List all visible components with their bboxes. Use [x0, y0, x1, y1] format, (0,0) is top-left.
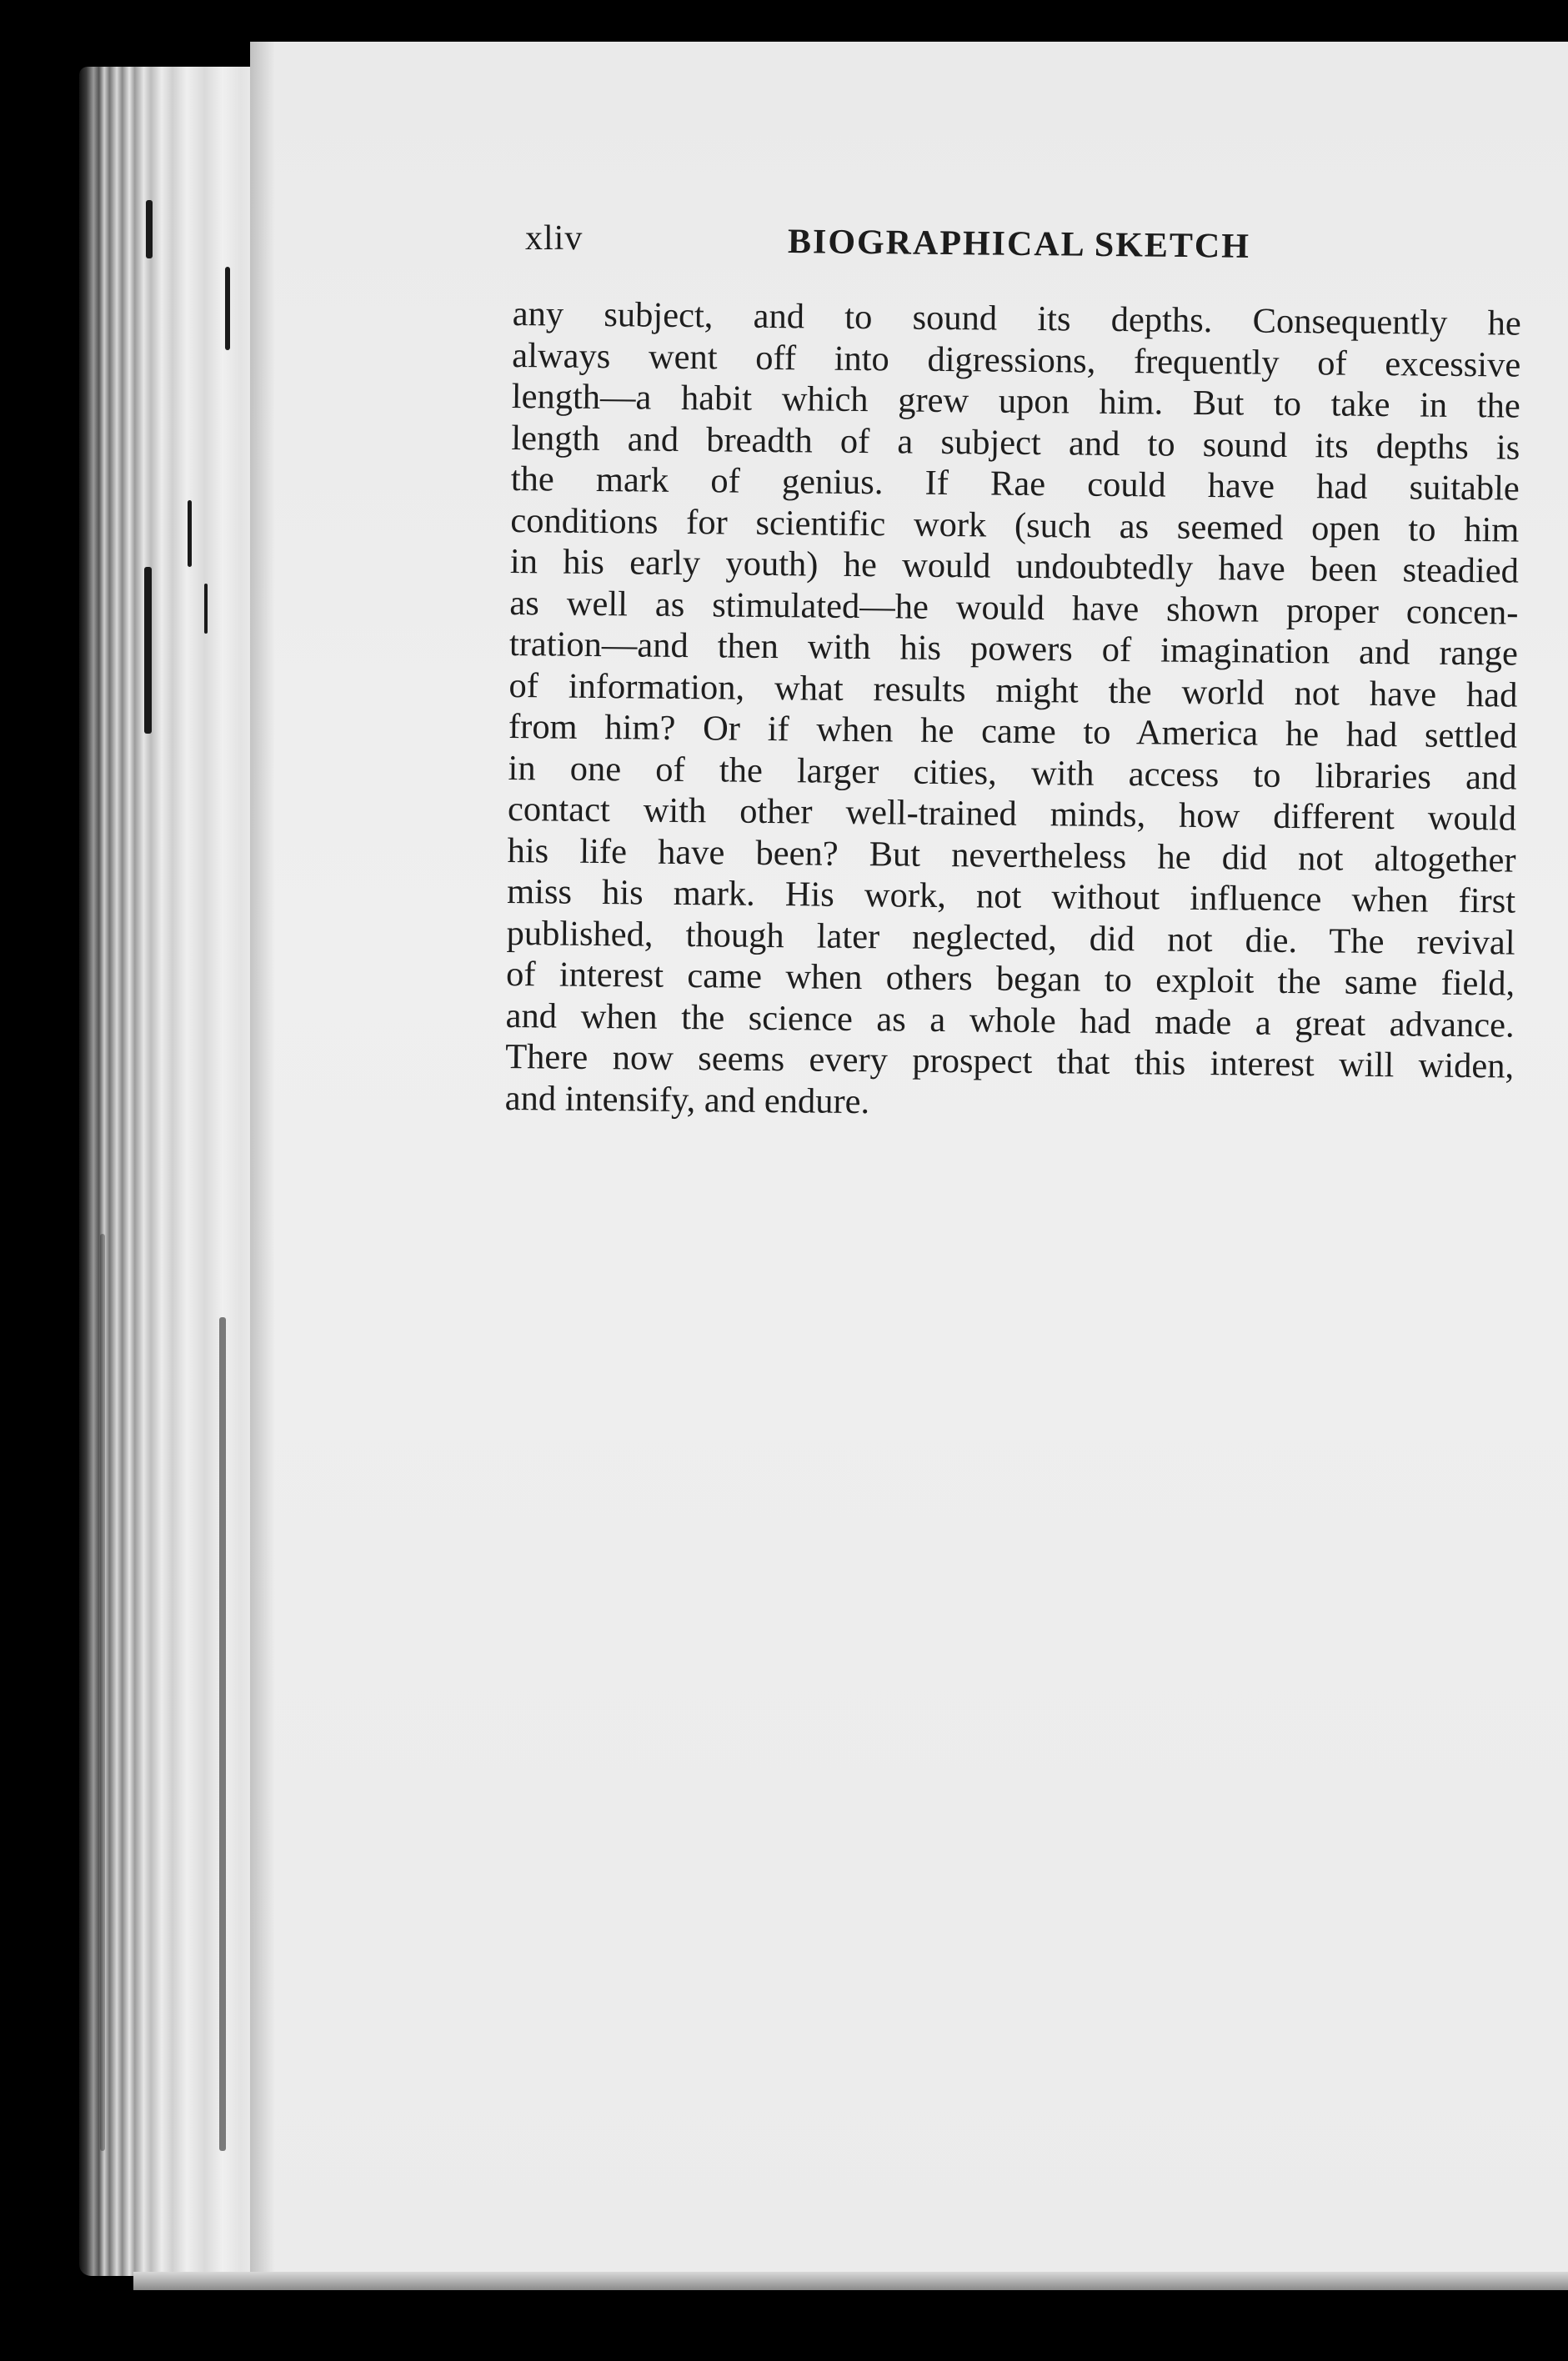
page-gutter-shadow	[250, 42, 275, 2276]
text-line: in his early youth) he would undoubtedly have been steadied	[509, 541, 1520, 591]
page-number: xliv	[525, 219, 584, 258]
edge-mark	[188, 500, 192, 567]
text-line: in one of the larger cities, with access to libraries and	[508, 748, 1517, 798]
book-page-edges	[79, 67, 258, 2276]
text-line: as well as stimulated—he would have shown proper concen-	[509, 583, 1519, 633]
text-line: the mark of genius. If Rae could have had suitable	[510, 459, 1520, 509]
text-line: of information, what results might the world not have had	[508, 665, 1518, 715]
text-line: and when the science as a whole had made a great advance.	[505, 995, 1515, 1045]
edge-mark	[204, 584, 208, 634]
text-line: contact with other well-trained minds, how different would	[507, 789, 1517, 839]
text-line: his life have been? But nevertheless he did not altogether	[507, 830, 1516, 880]
edge-mark	[144, 567, 152, 734]
text-line: from him? Or if when he came to America he had settled	[508, 706, 1518, 756]
text-line: published, though later neglected, did not die. The revival	[506, 913, 1515, 963]
text-line: There now seems every prospect that this interest will widen,	[504, 1036, 1515, 1086]
text-line: and intensify, and endure.	[504, 1078, 870, 1121]
text-line: miss his mark. His work, not without influence when first	[506, 871, 1516, 921]
text-line: length—a habit which grew upon him. But to take in the	[511, 376, 1520, 426]
edge-mark	[219, 1317, 226, 2151]
text-line: any subject, and to sound its depths. Consequently he	[512, 293, 1521, 343]
page-bottom-edge	[133, 2272, 1568, 2290]
edge-mark	[146, 200, 153, 258]
text-line: always went off into digressions, frequently of excessive	[512, 335, 1521, 385]
edge-mark	[100, 1234, 105, 2151]
text-line: of interest came when others began to exploit the same field,	[505, 954, 1515, 1004]
text-line: conditions for scientific work (such as seemed open to him	[510, 500, 1520, 550]
edge-mark	[225, 267, 230, 350]
running-head: BIOGRAPHICAL SKETCH	[787, 223, 1251, 266]
body-text	[504, 293, 1520, 1129]
text-line: length and breadth of a subject and to sound its depths is	[511, 418, 1520, 468]
page-header	[525, 218, 1525, 268]
text-line: tration—and then with his powers of imagination and range	[508, 624, 1519, 674]
